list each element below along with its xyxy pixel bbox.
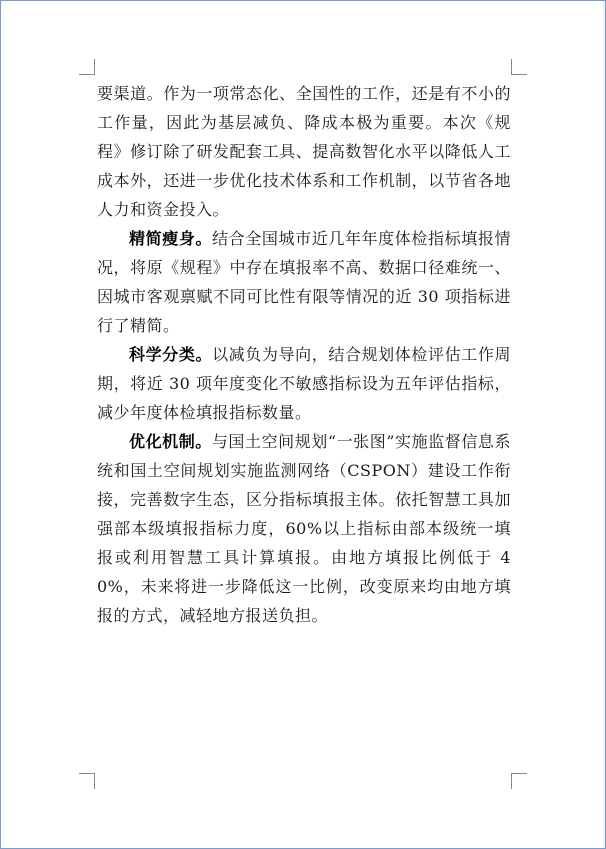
paragraph-body: 与国土空间规划“一张图”实施监督信息系统和国土空间规划实施监测网络（CSPON）建设工作衔接，完善数字生态，区分指标填报主体。依托智慧工具加强部本级填报指标力度，60%以上指标由部本级统一填报或利用智慧工具计算填报。由地方填报比例低于 40%，未来将进一步降低这一比例，改变原来均由地方填报的方式，减轻地方报送负担。: [97, 432, 511, 625]
paragraph-classification: [97, 340, 511, 427]
paragraph-heading: 优化机制。: [129, 432, 212, 451]
paragraph-slimming: [97, 224, 511, 340]
margin-marker-bottom-right: [511, 773, 527, 789]
paragraph-intro-continuation: [97, 79, 511, 224]
margin-marker-top-right: [511, 59, 527, 75]
margin-marker-top-left: [79, 59, 95, 75]
paragraph-heading: 精简瘦身。: [129, 229, 213, 248]
window-right-edge: [603, 1, 605, 849]
paragraph-mechanism: [97, 427, 511, 630]
paragraph-heading: 科学分类。: [129, 345, 213, 364]
margin-marker-bottom-left: [79, 773, 95, 789]
paragraph-body: 以减负为导向，结合规划体检评估工作周期，将近 30 项年度变化不敏感指标设为五年评估指标，减少年度体检填报指标数量。: [97, 345, 511, 422]
paragraph-body: 结合全国城市近几年年度体检指标填报情况，将原《规程》中存在填报率不高、数据口径难统一、因城市客观禀赋不同可比性有限等情况的近 30 项指标进行了精简。: [97, 229, 511, 335]
document-page: [1, 1, 605, 849]
document-body[interactable]: [97, 79, 511, 630]
paragraph-body: 要渠道。作为一项常态化、全国性的工作，还是有不小的工作量，因此为基层减负、降成本极为重要。本次《规程》修订除了研发配套工具、提高数智化水平以降低人工成本外，还进一步优化技术体系和工作机制，以节省各地人力和资金投入。: [97, 84, 511, 219]
